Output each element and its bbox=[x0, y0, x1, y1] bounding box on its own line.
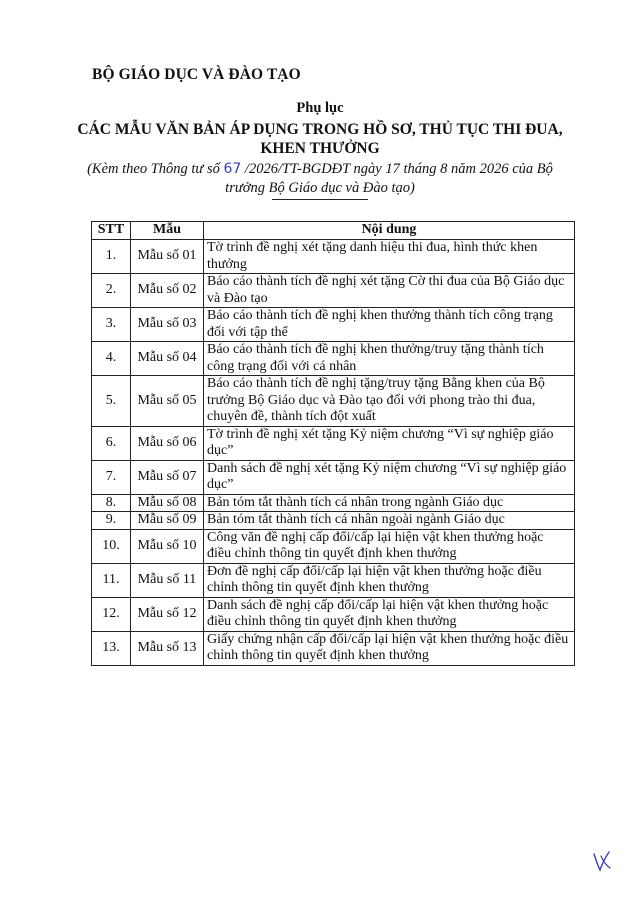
row-form-number: Mẫu số 11 bbox=[131, 563, 204, 597]
row-content: Công văn đề nghị cấp đổi/cấp lại hiện vật khen thưởng hoặc điều chỉnh thông tin quyết định khen thưởng bbox=[204, 529, 575, 563]
table-row bbox=[92, 460, 575, 494]
table-header-row bbox=[92, 222, 575, 240]
table-row bbox=[92, 274, 575, 308]
row-stt: 2. bbox=[92, 274, 131, 308]
table-row bbox=[92, 597, 575, 631]
table-row bbox=[92, 563, 575, 597]
table-row bbox=[92, 512, 575, 530]
initials-signature-icon bbox=[590, 848, 612, 874]
header-mau: Mẫu bbox=[131, 222, 204, 240]
row-stt: 1. bbox=[92, 240, 131, 274]
ministry-name: BỘ GIÁO DỤC VÀ ĐÀO TẠO bbox=[92, 66, 301, 83]
row-stt: 10. bbox=[92, 529, 131, 563]
row-form-number: Mẫu số 01 bbox=[131, 240, 204, 274]
document-subtitle bbox=[80, 160, 560, 198]
row-form-number: Mẫu số 05 bbox=[131, 376, 204, 427]
row-content: Bản tóm tắt thành tích cá nhân trong ngành Giáo dục bbox=[204, 494, 575, 512]
row-content: Đơn đề nghị cấp đổi/cấp lại hiện vật khen thưởng hoặc điều chỉnh thông tin quyết định khen thưởng bbox=[204, 563, 575, 597]
row-form-number: Mẫu số 08 bbox=[131, 494, 204, 512]
row-form-number: Mẫu số 07 bbox=[131, 460, 204, 494]
row-content: Giấy chứng nhận cấp đổi/cấp lại hiện vật khen thưởng hoặc điều chỉnh thông tin quyết định khen thưởng bbox=[204, 631, 575, 665]
row-content: Báo cáo thành tích đề nghị xét tặng Cờ thi đua của Bộ Giáo dục và Đào tạo bbox=[204, 274, 575, 308]
row-form-number: Mẫu số 12 bbox=[131, 597, 204, 631]
row-stt: 13. bbox=[92, 631, 131, 665]
title-underline bbox=[272, 199, 368, 200]
row-stt: 8. bbox=[92, 494, 131, 512]
row-form-number: Mẫu số 10 bbox=[131, 529, 204, 563]
row-form-number: Mẫu số 06 bbox=[131, 426, 204, 460]
row-stt: 12. bbox=[92, 597, 131, 631]
table-row bbox=[92, 240, 575, 274]
row-stt: 4. bbox=[92, 342, 131, 376]
table-row bbox=[92, 631, 575, 665]
row-content: Báo cáo thành tích đề nghị tặng/truy tặng Bằng khen của Bộ trưởng Bộ Giáo dục và Đào tạo đối với phong trào thi đua, chuyên đề, thành tích đột xuất bbox=[204, 376, 575, 427]
table-row bbox=[92, 426, 575, 460]
table-body bbox=[92, 240, 575, 666]
table-row bbox=[92, 376, 575, 427]
header-noidung: Nội dung bbox=[204, 222, 575, 240]
row-content: Báo cáo thành tích đề nghị khen thưởng/truy tặng thành tích công trạng đối với cá nhân bbox=[204, 342, 575, 376]
row-content: Tờ trình đề nghị xét tặng Kỷ niệm chương “Vì sự nghiệp giáo dục” bbox=[204, 426, 575, 460]
row-stt: 5. bbox=[92, 376, 131, 427]
row-content: Báo cáo thành tích đề nghị khen thưởng thành tích công trạng đối với tập thể bbox=[204, 308, 575, 342]
row-form-number: Mẫu số 02 bbox=[131, 274, 204, 308]
table-row bbox=[92, 308, 575, 342]
table-row bbox=[92, 529, 575, 563]
appendix-label: Phụ lục bbox=[296, 100, 344, 116]
row-content: Tờ trình đề nghị xét tặng danh hiệu thi đua, hình thức khen thưởng bbox=[204, 240, 575, 274]
row-form-number: Mẫu số 09 bbox=[131, 512, 204, 530]
row-stt: 7. bbox=[92, 460, 131, 494]
row-form-number: Mẫu số 13 bbox=[131, 631, 204, 665]
row-content: Danh sách đề nghị xét tặng Kỷ niệm chương “Vì sự nghiệp giáo dục” bbox=[204, 460, 575, 494]
row-stt: 6. bbox=[92, 426, 131, 460]
row-stt: 9. bbox=[92, 512, 131, 530]
header-stt: STT bbox=[92, 222, 131, 240]
row-stt: 11. bbox=[92, 563, 131, 597]
row-form-number: Mẫu số 04 bbox=[131, 342, 204, 376]
circular-number: 67 bbox=[223, 161, 242, 177]
row-stt: 3. bbox=[92, 308, 131, 342]
row-content: Bản tóm tắt thành tích cá nhân ngoài ngành Giáo dục bbox=[204, 512, 575, 530]
table-row bbox=[92, 494, 575, 512]
table-row bbox=[92, 342, 575, 376]
document-title: CÁC MẪU VĂN BẢN ÁP DỤNG TRONG HỒ SƠ, THỦ TỤC THI ĐUA, KHEN THƯỞNG bbox=[77, 121, 563, 157]
row-form-number: Mẫu số 03 bbox=[131, 308, 204, 342]
forms-table bbox=[91, 221, 575, 666]
subtitle-before: (Kèm theo Thông tư số bbox=[87, 161, 224, 177]
row-content: Danh sách đề nghị cấp đổi/cấp lại hiện vật khen thưởng hoặc điều chỉnh thông tin quyết định khen thưởng bbox=[204, 597, 575, 631]
subtitle-after: /2026/TT-BGDĐT ngày 17 tháng 8 năm 2026 của Bộ trưởng Bộ Giáo dục và Đào tạo) bbox=[225, 161, 553, 196]
